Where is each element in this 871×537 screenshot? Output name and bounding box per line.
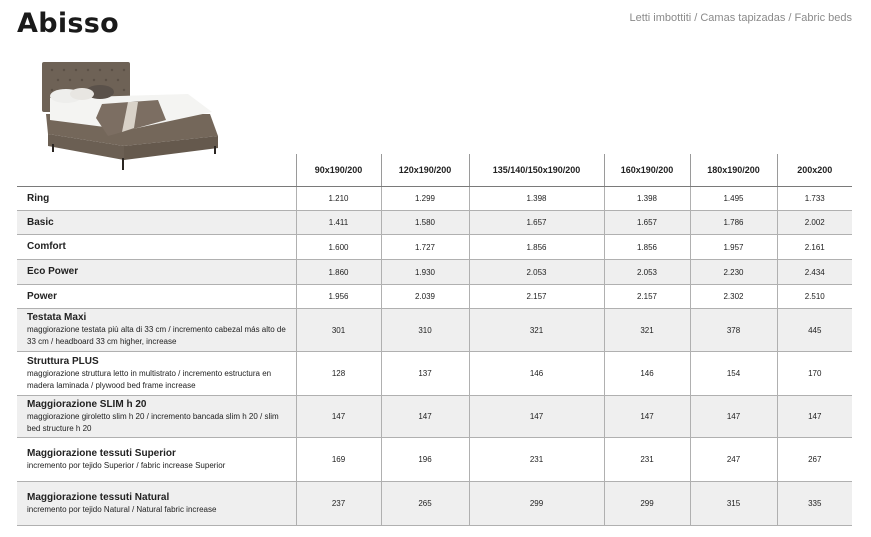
price-cell: 2.161 — [777, 235, 852, 260]
bed-leg — [52, 144, 54, 152]
price-cell: 147 — [296, 396, 381, 438]
price-cell: 231 — [604, 438, 690, 482]
column-header: 90x190/200 — [296, 154, 381, 187]
price-cell: 1.733 — [777, 187, 852, 211]
price-cell: 1.580 — [381, 211, 469, 235]
price-cell: 2.039 — [381, 285, 469, 309]
price-cell: 299 — [469, 482, 604, 526]
price-cell: 146 — [604, 352, 690, 396]
row-description: incremento por tejido Superior / fabric increase Superior — [27, 460, 226, 470]
row-name: Ring — [27, 192, 50, 204]
price-cell: 1.600 — [296, 235, 381, 260]
row-name: Maggiorazione tessuti Natural — [27, 491, 170, 503]
price-cell: 1.657 — [469, 211, 604, 235]
price-cell: 265 — [381, 482, 469, 526]
row-description: maggiorazione struttura letto in multistrato / incremento estructura en madera laminada / plywood bed frame increase — [27, 368, 272, 390]
row-label — [17, 187, 296, 211]
price-cell: 1.299 — [381, 187, 469, 211]
table-row — [17, 309, 852, 352]
table-header-row — [17, 154, 852, 187]
price-cell: 1.398 — [469, 187, 604, 211]
row-label — [17, 235, 296, 260]
row-name: Maggiorazione tessuti Superior — [27, 447, 176, 459]
price-cell: 147 — [381, 396, 469, 438]
price-cell: 1.727 — [381, 235, 469, 260]
price-cell: 1.956 — [296, 285, 381, 309]
bed-leg — [214, 146, 216, 154]
price-cell: 1.856 — [604, 235, 690, 260]
price-cell: 1.860 — [296, 260, 381, 285]
price-cell: 2.302 — [690, 285, 777, 309]
price-table — [17, 154, 852, 526]
price-cell: 315 — [690, 482, 777, 526]
price-cell: 128 — [296, 352, 381, 396]
column-header: 135/140/150x190/200 — [469, 154, 604, 187]
price-cell: 335 — [777, 482, 852, 526]
row-label — [17, 309, 296, 352]
price-cell: 2.434 — [777, 260, 852, 285]
row-name: Power — [27, 290, 58, 302]
price-cell: 1.411 — [296, 211, 381, 235]
price-cell: 378 — [690, 309, 777, 352]
row-description: maggiorazione testata più alta di 33 cm / incremento cabezal más alto de 33 cm / headboard 33 cm higher, increase — [27, 325, 286, 346]
table-body — [17, 187, 852, 526]
column-header: 160x190/200 — [604, 154, 690, 187]
price-cell: 2.053 — [604, 260, 690, 285]
table-row — [17, 438, 852, 482]
price-cell: 2.157 — [604, 285, 690, 309]
row-name: Maggiorazione SLIM h 20 — [27, 398, 147, 410]
price-cell: 2.230 — [690, 260, 777, 285]
price-cell: 237 — [296, 482, 381, 526]
row-description: maggiorazione giroletto slim h 20 / incremento bancada slim h 20 / slim bed structure h 20 — [27, 411, 279, 433]
price-cell: 147 — [777, 396, 852, 438]
row-label — [17, 352, 296, 396]
row-name: Comfort — [27, 241, 66, 252]
price-cell: 247 — [690, 438, 777, 482]
column-header: 120x190/200 — [381, 154, 469, 187]
column-header: 180x190/200 — [690, 154, 777, 187]
price-cell: 1.957 — [690, 235, 777, 260]
bed-pillow — [70, 88, 94, 100]
price-cell: 2.053 — [469, 260, 604, 285]
price-cell: 231 — [469, 438, 604, 482]
price-cell: 147 — [604, 396, 690, 438]
row-name: Testata Maxi — [27, 312, 87, 323]
price-cell: 2.510 — [777, 285, 852, 309]
page-subtitle: Letti imbottiti / Camas tapizadas / Fabric beds — [629, 12, 852, 24]
price-cell: 146 — [469, 352, 604, 396]
table-row — [17, 187, 852, 211]
price-cell: 1.930 — [381, 260, 469, 285]
row-label — [17, 260, 296, 285]
table-row — [17, 285, 852, 309]
price-cell: 1.210 — [296, 187, 381, 211]
row-name: Eco Power — [27, 266, 79, 277]
price-cell: 1.786 — [690, 211, 777, 235]
price-cell: 310 — [381, 309, 469, 352]
price-cell: 1.856 — [469, 235, 604, 260]
column-header: 200x200 — [777, 154, 852, 187]
price-cell: 2.002 — [777, 211, 852, 235]
price-cell: 1.657 — [604, 211, 690, 235]
price-cell: 301 — [296, 309, 381, 352]
table-row — [17, 211, 852, 235]
row-label — [17, 396, 296, 438]
price-cell: 169 — [296, 438, 381, 482]
table-row — [17, 352, 852, 396]
price-cell: 147 — [469, 396, 604, 438]
price-cell: 1.398 — [604, 187, 690, 211]
price-cell: 1.495 — [690, 187, 777, 211]
page-title: Abisso — [17, 8, 119, 39]
row-name: Basic — [27, 216, 54, 228]
price-cell: 445 — [777, 309, 852, 352]
table-row — [17, 235, 852, 260]
row-label — [17, 211, 296, 235]
row-description: incremento por tejido Natural / Natural fabric increase — [27, 504, 217, 514]
price-cell: 2.157 — [469, 285, 604, 309]
row-label — [17, 482, 296, 526]
price-cell: 147 — [690, 396, 777, 438]
price-cell: 321 — [469, 309, 604, 352]
price-cell: 170 — [777, 352, 852, 396]
price-cell: 299 — [604, 482, 690, 526]
table-row — [17, 260, 852, 285]
row-name: Struttura PLUS — [27, 355, 99, 367]
table-header-blank — [17, 154, 296, 187]
price-cell: 196 — [381, 438, 469, 482]
row-label — [17, 438, 296, 482]
price-cell: 154 — [690, 352, 777, 396]
table-row — [17, 482, 852, 526]
price-cell: 267 — [777, 438, 852, 482]
row-label — [17, 285, 296, 309]
table-row — [17, 396, 852, 438]
price-cell: 137 — [381, 352, 469, 396]
price-cell: 321 — [604, 309, 690, 352]
